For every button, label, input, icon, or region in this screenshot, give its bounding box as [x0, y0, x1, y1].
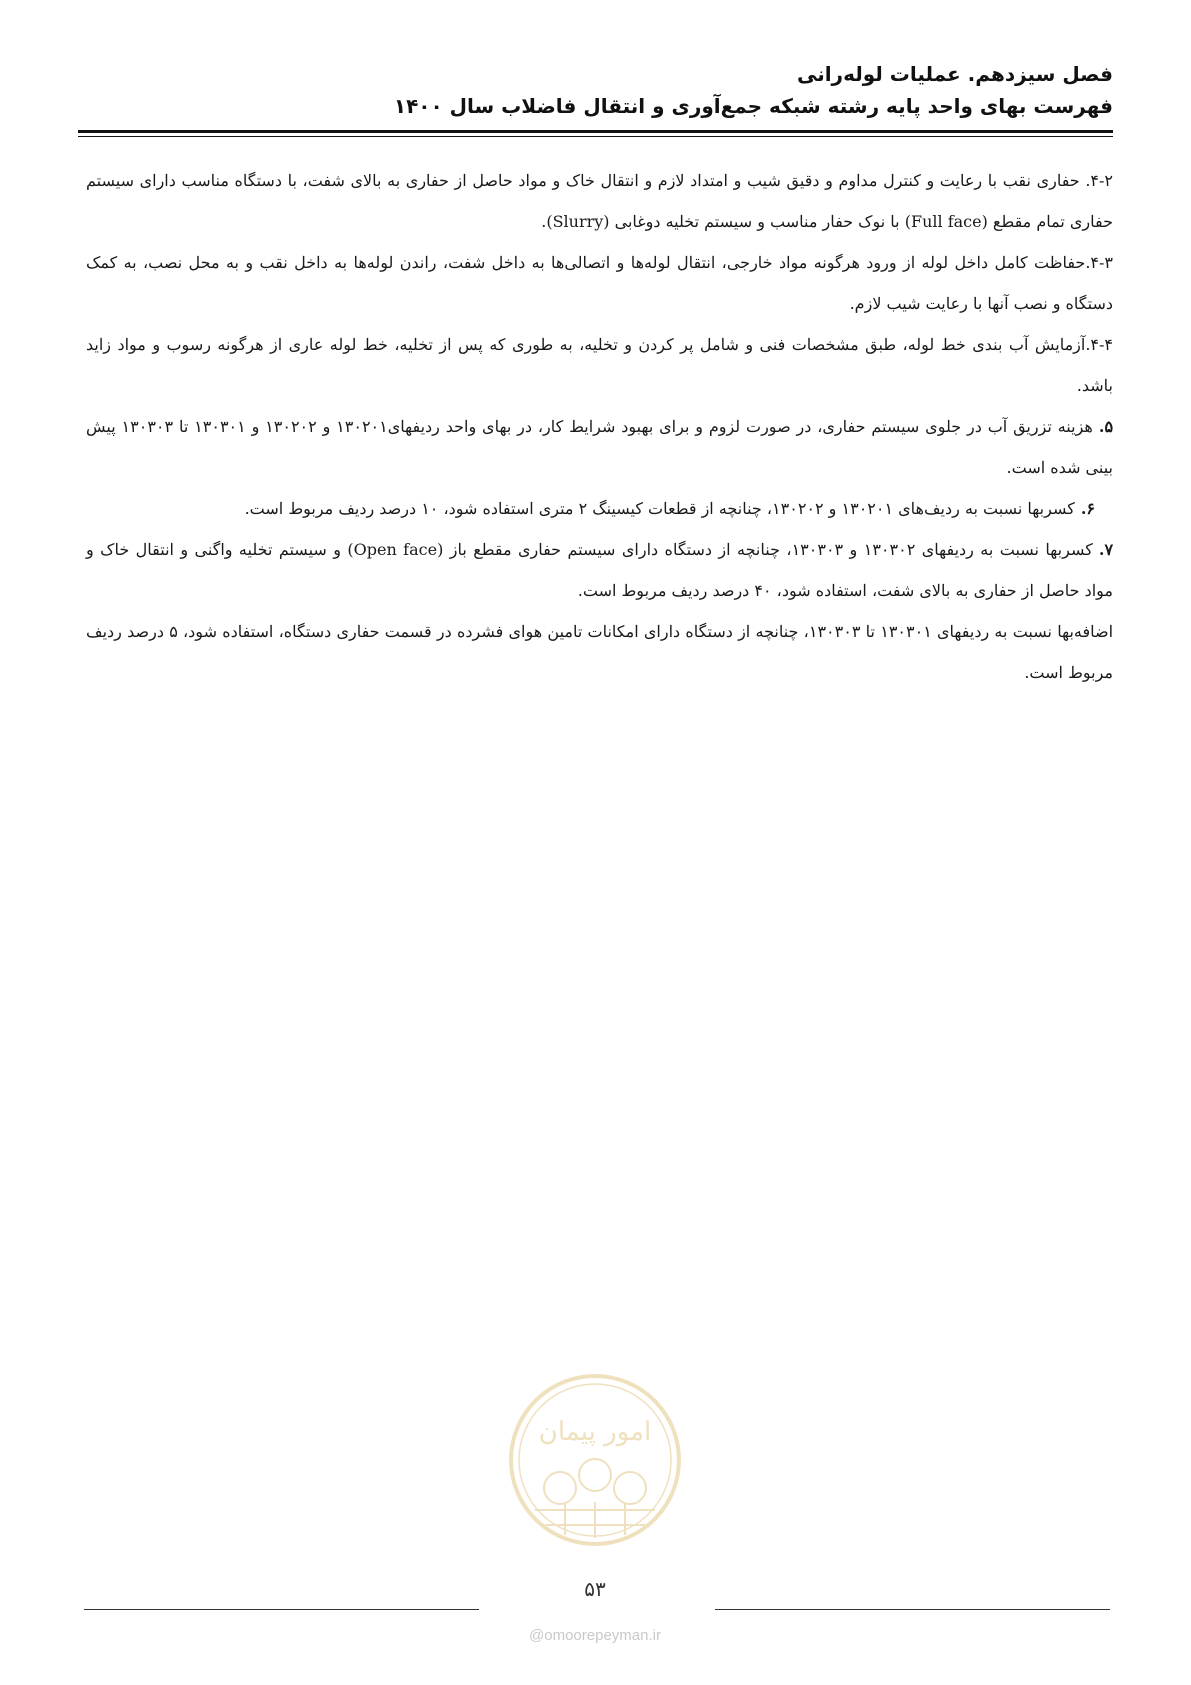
- paragraph-surcharge: اضافه‌بها نسبت به ردیفهای ۱۳۰۳۰۱ تا ۱۳۰۳۰۳، چنانچه از دستگاه دارای امکانات تامین هوای فشرده در قسمت حفاری دستگاه، استفاده شود، ۵ درصد ردیف مربوط است.: [86, 622, 1114, 682]
- chapter-title: فصل سیزدهم. عملیات لوله‌رانی: [796, 62, 1113, 86]
- header-rule-thick: [78, 130, 1113, 133]
- website-watermark: @omoorepeyman.ir: [529, 1627, 661, 1644]
- item-number: ۶.: [1080, 499, 1095, 518]
- footer-rule-left: [84, 1609, 479, 1610]
- page-number: ۵۳: [584, 1577, 606, 1601]
- footer-rule-right: [715, 1609, 1110, 1610]
- paragraph-4-3: ۴-۳.حفاظت کامل داخل لوله از ورود هرگونه مواد خارجی، انتقال لوله‌ها و اتصالی‌ها به داخل شفت، راندن لوله‌ها به داخل نقب و به محل نصب، به کمک دستگاه و نصب آنها با رعایت شیب لازم.: [86, 253, 1113, 313]
- paragraph-5: ۵.هزینه تزریق آب در جلوی سیستم حفاری، در صورت لزوم و برای بهبود شرایط کار، در بهای واحد ردیفهای۱۳۰۲۰۱ و ۱۳۰۲۰۲ و ۱۳۰۳۰۱ تا ۱۳۰۳۰۳ پیش بینی شده است.: [86, 417, 1114, 477]
- svg-text:امور پیمان: امور پیمان: [538, 1417, 652, 1447]
- paragraph-4-2: ۴-۲. حفاری نقب با رعایت و کنترل مداوم و دقیق شیب و امتداد لازم و انتقال خاک و مواد حاصل از حفاری به بالای شفت، با دستگاه مناسب دارای سیستم حفاری تمام مقطع (Full face) با نوک حفار مناسب و سیستم تخلیه دوغابی (Slurry).: [86, 171, 1113, 231]
- paragraph-7: ۷.کسربها نسبت به ردیفهای ۱۳۰۳۰۲ و ۱۳۰۳۰۳، چنانچه از دستگاه دارای سیستم حفاری مقطع باز (Open face) و سیستم تخلیه واگنی و انتقال خاک و مواد حاصل از حفاری به بالای شفت، استفاده شود، ۴۰ درصد ردیف مربوط است.: [86, 540, 1114, 600]
- paragraph-6: ۶.کسربها نسبت به ردیف‌های ۱۳۰۲۰۱ و ۱۳۰۲۰۲، چنانچه از قطعات کیسینگ ۲ متری استفاده شود، ۱۰ درصد ردیف مربوط است.: [244, 499, 1095, 518]
- header-rule-thin: [78, 136, 1113, 137]
- page-header: [78, 58, 1113, 122]
- watermark-logo: [505, 1370, 685, 1550]
- document-subtitle: فهرست بهای واحد پایه رشته شبکه جمع‌آوری و انتقال فاضلاب سال ۱۴۰۰: [393, 94, 1113, 118]
- page-body: [86, 160, 1113, 693]
- item-number: ۷.: [1098, 540, 1114, 559]
- item-number: ۵.: [1098, 417, 1114, 436]
- paragraph-4-4: ۴-۴.آزمایش آب بندی خط لوله، طبق مشخصات فنی و شامل پر کردن و تخلیه، به طوری که پس از تخلیه، خط لوله عاری از هرگونه رسوب و مواد زاید باشد.: [86, 335, 1113, 395]
